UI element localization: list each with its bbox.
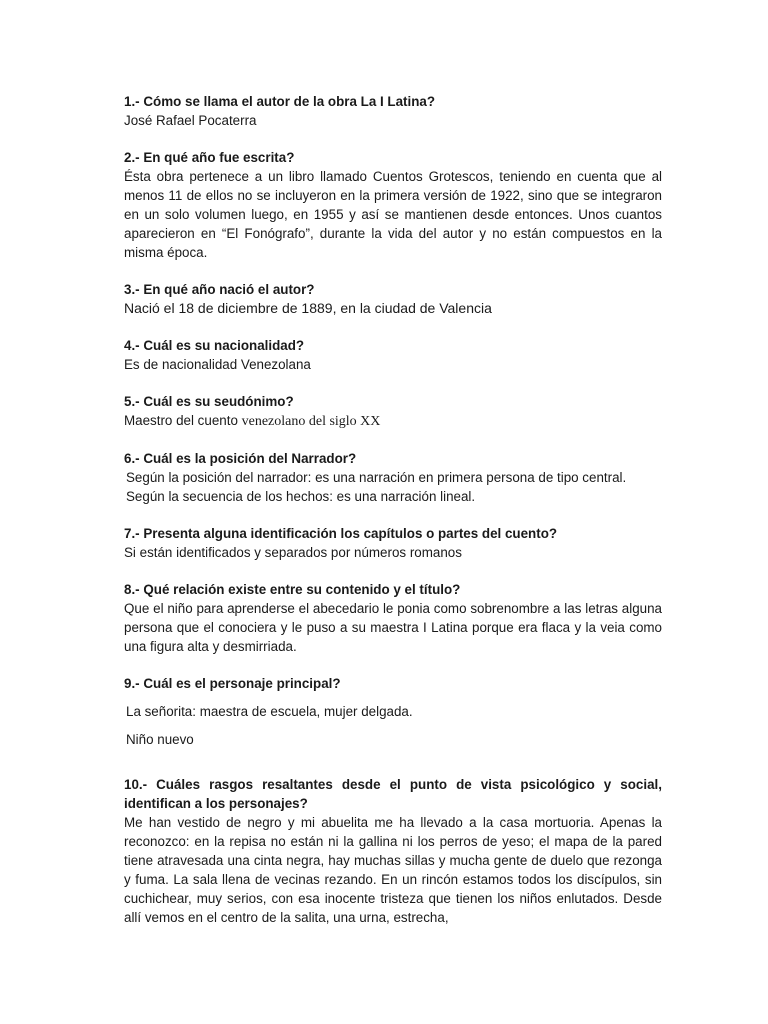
answer-9-line1: La señorita: maestra de escuela, mujer delgada. <box>126 704 413 719</box>
answer-6-line2: Según la secuencia de los hechos: es una narración lineal. <box>126 489 476 504</box>
question-1: 1.- Cómo se llama el autor de la obra La I Latina? <box>124 94 436 109</box>
question-2: 2.- En qué año fue escrita? <box>124 150 295 165</box>
document-page <box>124 92 662 945</box>
qa-block-9 <box>124 674 662 749</box>
qa-block-4 <box>124 336 662 374</box>
question-8: 8.- Qué relación existe entre su contenido y el título? <box>124 582 461 597</box>
qa-block-1 <box>124 92 662 130</box>
answer-1: José Rafael Pocaterra <box>124 113 257 128</box>
question-5: 5.- Cuál es su seudónimo? <box>124 394 294 409</box>
answer-5-part1: Maestro del cuento <box>124 413 242 428</box>
qa-block-10 <box>124 775 662 927</box>
answer-3: Nació el 18 de diciembre de 1889, en la ciudad de Valencia <box>124 300 492 316</box>
question-10: 10.- Cuáles rasgos resaltantes desde el punto de vista psicológico y social, identifican a los personajes? <box>124 777 662 811</box>
qa-block-5 <box>124 392 662 431</box>
question-9: 9.- Cuál es el personaje principal? <box>124 676 341 691</box>
answer-8: Que el niño para aprenderse el abecedario le ponia como sobrenombre a las letras alguna persona que el conociera y le puso a su maestra I Latina porque era flaca y la veia como una figura alta y desmirriada. <box>124 601 662 654</box>
answer-9-line2: Niño nuevo <box>126 732 194 747</box>
question-3: 3.- En qué año nació el autor? <box>124 282 315 297</box>
question-4: 4.- Cuál es su nacionalidad? <box>124 338 305 353</box>
question-7: 7.- Presenta alguna identificación los capítulos o partes del cuento? <box>124 526 558 541</box>
answer-6-line1: Según la posición del narrador: es una narración en primera persona de tipo central. <box>126 470 627 485</box>
qa-block-3 <box>124 280 662 318</box>
answer-5 <box>124 411 662 431</box>
qa-block-7 <box>124 524 662 562</box>
qa-block-6 <box>124 449 662 506</box>
answer-4: Es de nacionalidad Venezolana <box>124 357 311 372</box>
answer-7: Si están identificados y separados por números romanos <box>124 545 462 560</box>
qa-block-8 <box>124 580 662 656</box>
answer-10: Me han vestido de negro y mi abuelita me ha llevado a la casa mortuoria. Apenas la reconozco: en la repisa no están ni la gallina ni los perros de yeso; el mapa de la pared tiene atravesada una cinta negra, hay muchas sillas y mucha gente de duelo que rezonga y fuma. La sala llena de vecinas rezando. En un rincón estamos todos los discípulos, sin cuchichear, muy serios, con esa inocente tristeza que tienen los niños enlutados. Desde allí vemos en el centro de la salita, una urna, estrecha, <box>124 815 662 925</box>
question-6: 6.- Cuál es la posición del Narrador? <box>124 451 357 466</box>
answer-5-part2: venezolano del siglo XX <box>241 414 381 429</box>
answer-2: Ésta obra pertenece a un libro llamado Cuentos Grotescos, teniendo en cuenta que al menos 11 de ellos no se incluyeron en la primera versión de 1922, sino que se integraron en un solo volumen luego, en 1955 y así se mantienen desde entonces. Unos cuantos aparecieron en “El Fonógrafo”, durante la vida del autor y no están compuestos en la misma época. <box>124 169 662 260</box>
qa-block-2 <box>124 148 662 262</box>
